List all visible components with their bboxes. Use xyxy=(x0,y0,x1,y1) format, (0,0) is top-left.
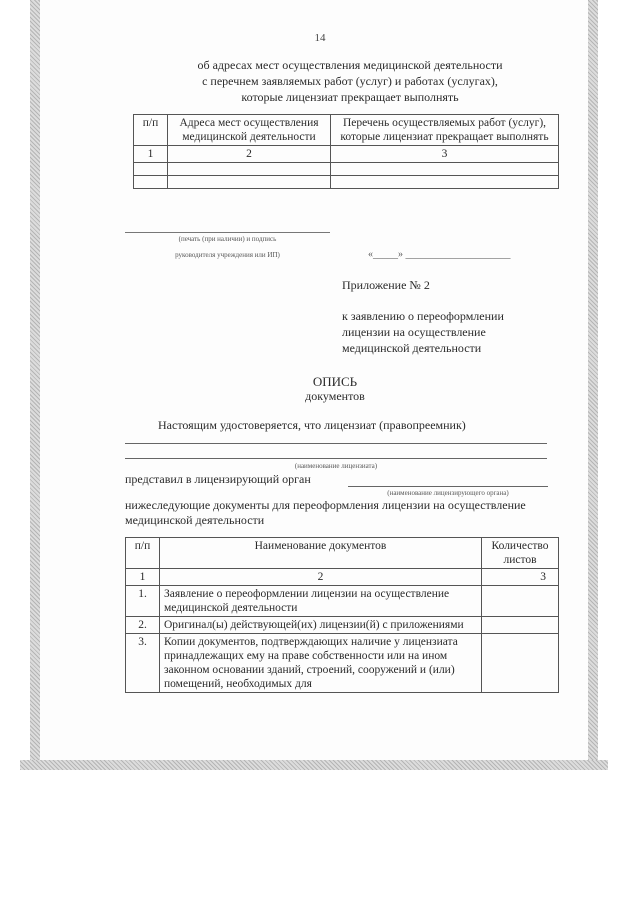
signature-caption: (печать (при наличии) и подпись xyxy=(178,235,277,243)
table-row xyxy=(126,617,559,634)
signature-caption: руководителя учреждения или ИП) xyxy=(175,251,280,259)
licensee-caption: (наименование лицензиата) xyxy=(294,462,378,470)
licensee-line xyxy=(125,443,547,444)
col-number: 1 xyxy=(126,569,160,586)
row-document: Копии документов, подтверждающих наличие у лицензиата принадлежащих ему на праве собственности или на ином законном основании зданий, строений, сооружений и (или) помещений, необходимых для xyxy=(160,634,482,693)
page-frame-bottom xyxy=(20,760,608,770)
row-document: Заявление о переоформлении лицензии на осуществление медицинской деятельности xyxy=(160,586,482,617)
row-document: Оригинал(ы) действующей(их) лицензии(й) с приложениями xyxy=(160,617,482,634)
heading-line: которые лицензиат прекращает выполнять xyxy=(241,90,459,104)
appendix-line: медицинской деятельности xyxy=(342,341,482,355)
row-sheets xyxy=(482,586,559,617)
heading-line: с перечнем заявляемых работ (услуг) и работах (услугах), xyxy=(202,74,498,88)
col-header-documents: Наименование документов xyxy=(160,538,482,569)
row-number: 2. xyxy=(126,617,160,634)
appendix-title: Приложение № 2 xyxy=(342,278,430,292)
col-number: 2 xyxy=(160,569,482,586)
submitted-text: представил в лицензирующий орган xyxy=(125,472,311,486)
licensee-line xyxy=(125,458,547,459)
row-number: 3. xyxy=(126,634,160,693)
signature-line xyxy=(125,232,330,233)
heading-line: об адресах мест осуществления медицинской деятельности xyxy=(197,58,503,72)
col-number: 1 xyxy=(134,146,168,163)
date-field: «_____» _____________________ xyxy=(368,249,511,260)
table-row xyxy=(134,176,559,189)
table-row xyxy=(126,634,559,693)
following-text: медицинской деятельности xyxy=(125,513,265,527)
row-sheets xyxy=(482,617,559,634)
appendix-block xyxy=(342,277,562,356)
col-header-addresses: Адреса мест осуществления медицинской деятельности xyxy=(168,115,331,146)
table-number-row xyxy=(126,569,559,586)
addresses-table xyxy=(133,114,559,189)
col-header-num: п/п xyxy=(126,538,160,569)
table-row xyxy=(126,586,559,617)
page-number: 14 xyxy=(314,32,326,44)
section-heading xyxy=(150,57,550,105)
row-sheets xyxy=(482,634,559,693)
certify-text: Настоящим удостоверяется, что лицензиат (правопреемник) xyxy=(158,418,466,432)
col-number: 3 xyxy=(482,569,559,586)
col-header-services: Перечень осуществляемых работ (услуг), которые лицензиат прекращает выполнять xyxy=(331,115,559,146)
inventory-title: ОПИСЬ xyxy=(312,374,358,389)
authority-caption: (наименование лицензирующего органа) xyxy=(387,489,509,497)
col-number: 2 xyxy=(168,146,331,163)
table-header-row xyxy=(134,115,559,146)
table-header-row xyxy=(126,538,559,569)
table-row xyxy=(134,163,559,176)
appendix-line: лицензии на осуществление xyxy=(342,325,486,339)
col-header-sheets: Количество листов xyxy=(482,538,559,569)
inventory-subtitle: документов xyxy=(305,389,365,403)
authority-line xyxy=(348,486,548,487)
col-header-num: п/п xyxy=(134,115,168,146)
following-text: нижеследующие документы для переоформления лицензии на осуществление xyxy=(125,498,526,512)
row-number: 1. xyxy=(126,586,160,617)
documents-table xyxy=(125,537,559,693)
table-number-row xyxy=(134,146,559,163)
appendix-line: к заявлению о переоформлении xyxy=(342,309,504,323)
col-number: 3 xyxy=(331,146,559,163)
